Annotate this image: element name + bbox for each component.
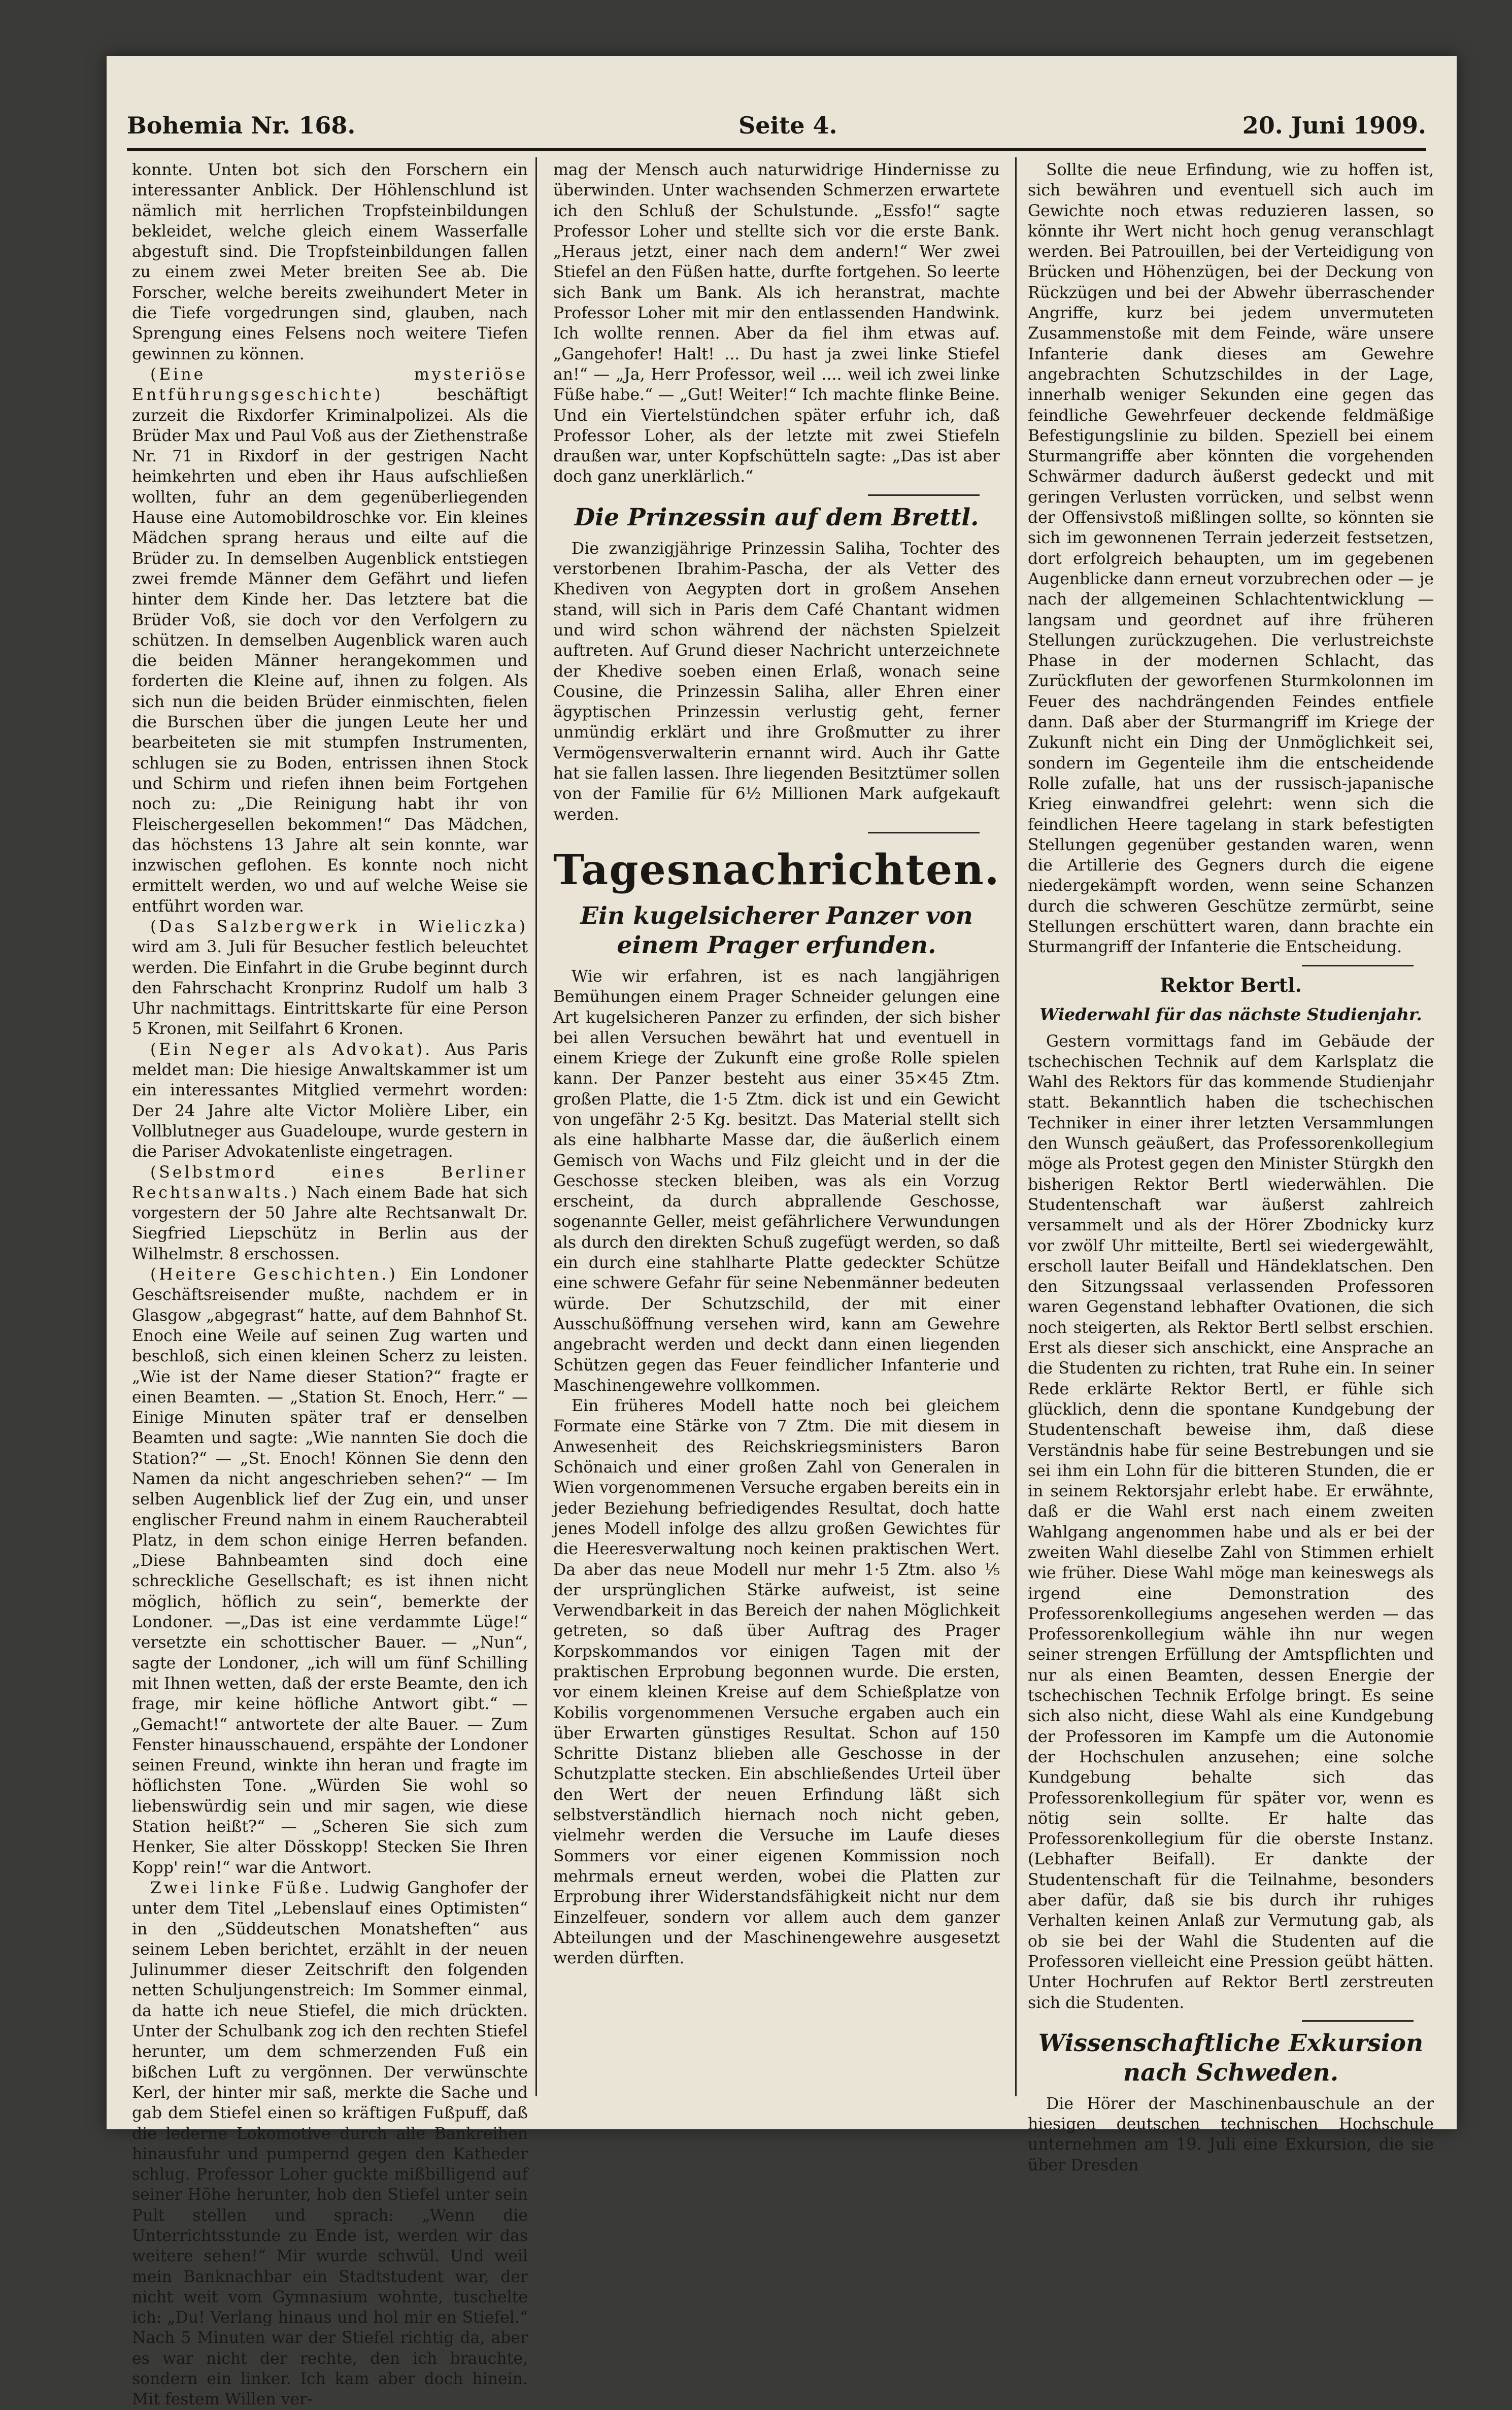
column-divider-1 <box>535 157 537 2096</box>
page-header <box>127 112 1426 152</box>
article-text: wird am 3. Juli für Besucher festlich beleuchtet werden. Die Einfahrt in die Grube beginnt durch den Fahrschacht Kronprinz Rudolf um halb 3 Uhr nachmittags. Eintrittskarte für eine Person 5 Kronen, mit Seilfahrt 6 Kronen. <box>132 938 528 1039</box>
subheadline-wiederwahl: Wiederwahl für das nächste Studienjahr. <box>1039 1004 1422 1024</box>
header-issue: Bohemia Nr. 168. <box>127 112 356 139</box>
article-lead: (Eine mysteriöse Entführungsgeschichte) <box>132 365 528 405</box>
article-separator <box>1302 965 1414 966</box>
article-paragraph <box>132 1878 528 2410</box>
article-paragraph <box>132 364 528 917</box>
article-separator <box>868 832 980 833</box>
article-paragraph <box>132 1162 528 1264</box>
article-text: Die zwanzigjährige Prinzessin Saliha, Tochter des verstorbenen Ibrahim-Pascha, der als Vetter des Khediven von Aegypten dort in großem Ansehen stand, will sich in Paris dem Café Chantant widmen und wird schon während der nächsten Spielzeit auftreten. Auf Grund dieser Nachricht unterzeichnete der Khedive soeben einen Erlaß, wonach seine Cousine, die Prinzessin Saliha, aller Ehren einer ägyptischen Prinzessin verlustig geht, ferner unmündig erklärt und ihre Großmutter zu ihrer Vermögensverwalterin ernannt wird. Auch ihr Gatte hat sie fallen lassen. Ihre liegenden Besitztümer sollen von der Familie für 6½ Millionen Mark aufgekauft werden. <box>553 539 1000 824</box>
header-page-number: Seite 4. <box>738 112 837 139</box>
headline-prinzessin: Die Prinzessin auf dem Brettl. <box>574 503 979 531</box>
article-text: Wie wir erfahren, ist es nach langjährigen Bemühungen einem Prager Schneider gelungen eine Art kugelsicheren Panzer zu erfinden, der sich bisher bei allen Versuchen bewährt hat und eventuell in einem Kriege der Zukunft eine große Rolle spielen kann. Der Panzer besteht aus einer 35×45 Ztm. großen Platte, die 1·5 Ztm. dick ist und ein Gewicht von ungefähr 2·5 Kg. besitzt. Das Material stellt sich als eine halbharte Masse dar, die äußerlich einem Gemisch von Wachs und Filz gleicht und in der die Geschosse stecken bleiben, was als ein Vorzug erscheint, da durch abprallende Geschosse, sogenannte Geller, meist gefährlichere Verwundungen als durch den direkten Schuß zugefügt werden, so daß ein durch eine stahlharte Platte gedeckter Schütze eine schwere Gefahr für seine Nebenmänner bedeuten würde. Der Schutzschild, der mit einer Ausschußöffnung versehen wird, kann am Gewehre angebracht werden und deckt dann einen liegenden Schützen gegen das Feuer feindlicher Infanterie und Maschinengewehre vollkommen. <box>553 967 1000 1395</box>
article-paragraph <box>132 917 528 1040</box>
article-text: Ein früheres Modell hatte noch bei gleichem Formate eine Stärke von 7 Ztm. Die mit diesem in Anwesenheit des Reichskriegsministers Baron Schönaich und einer großen Zahl von Generalen in Wien vorgenommenen Versuche ergaben bereits ein in jeder Beziehung befriedigendes Resultat, doch hatte jenes Modell infolge des allzu großen Gewichtes für die Heeresverwaltung noch keinen praktischen Wert. Da aber das neue Modell nur mehr 1·5 Ztm. also ⅕ der ursprünglichen Stärke aufweist, ist seine Verwendbarkeit in das Bereich der nahen Möglichkeit getreten, so daß über Auftrag des Prager Korpskommandos vor einigen Tagen mit der praktischen Erprobung begonnen wurde. Die ersten, vor einem kleinen Kreise auf dem Schießplatze von Kobilis vorgenommenen Versuche ergaben auch ein über Erwarten günstiges Resultat. Schon auf 150 Schritte Distanz blieben alle Geschosse in der Schutzplatte stecken. Ein abschließendes Urteil über den Wert der neuen Erfindung läßt sich selbstverständlich hiernach noch nicht geben, vielmehr werden die Versuche im Laufe dieses Sommers vor einer eigenen Kommission noch mehrmals erneut werden, wobei die Platten zur Erprobung ihrer Widerstandsfähigkeit nicht nur dem Einzelfeuer, sondern vor allem auch dem ganzer Abteilungen und der Maschinengewehre ausgesetzt werden dürften. <box>553 1397 1000 1968</box>
article-text: Die Hörer der Maschinenbauschule an der hiesigen deutschen technischen Hochschule unternehmen am 19. Juli eine Exkursion, die sie über Dresden <box>1028 2094 1434 2174</box>
article-lead: (Das Salzbergwerk in Wieliczka) <box>150 917 528 936</box>
column-2 <box>553 160 1000 1968</box>
article-separator <box>868 494 980 496</box>
header-rule <box>127 148 1426 151</box>
newspaper-page <box>107 56 1457 2409</box>
header-date: 20. Juni 1909. <box>1242 112 1426 139</box>
article-text: konnte. Unten bot sich den Forschern ein interessanter Anblick. Der Höhlenschlund ist nämlich mit herrlichen Tropfsteinbildungen bekleidet, welche gleich einem Wasserfalle abgestuft sind. Die Tropfsteinbildungen fallen zu einem zwei Meter breiten See ab. Die Forscher, welche bereits zweihundert Meter in die Tiefe vorgedrungen sind, glauben, nach Sprengung eines Felsens noch weitere Tiefen gewinnen zu können. <box>132 161 528 363</box>
article-text: Ein Londoner Geschäftsreisender mußte, nachdem er in Glasgow „abgegrast“ hatte, auf dem Bahnhof St. Enoch eine Weile auf seinen Zug warten und beschloß, sich einen kleinen Scherz zu leisten. „Wie ist der Name dieser Station?“ fragte er einen Beamten. — „Station St. Enoch, Herr.“ — Einige Minuten später traf er denselben Beamten und sagte: „Wie nannten Sie doch die Station?“ — „St. Enoch! Können Sie denn den Namen da nicht angeschrieben sehen?“ — Im selben Augenblick lief der Zug ein, und unser englischer Freund nahm in einem Raucherabteil Platz, in dem schon einige Herren befanden. „Diese Bahnbeamten sind doch eine schreckliche Gesellschaft; es ist ihnen nicht möglich, höflich zu sein“, bemerkte der Londoner. —„Das ist eine verdammte Lüge!“ versetzte ein schottischer Bauer. — „Nun“, sagte der Londoner, „ich will um fünf Schilling mit Ihnen wetten, daß der erste Beamte, den ich frage, mir keine höfliche Antwort gibt.“ — „Gemacht!“ antwortete der alte Bauer. — Zum Fenster hinausschauend, erspähte der Londoner seinen Freund, winkte ihn heran und fragte im höflichsten Tone. „Würden Sie wohl so liebenswürdig sein und mir sagen, wie diese Station heißt?“ — „Scheren Sie sich zum Henker, Sie alter Dösskopp! Stecken Sie Ihren Kopp' rein!“ war die Antwort. <box>132 1265 528 1877</box>
article-lead: (Ein Neger als Advokat). <box>150 1040 433 1059</box>
article-separator <box>1302 2020 1414 2022</box>
article-text: Gestern vormittags fand im Gebäude der tschechischen Technik auf dem Karlsplatz die Wahl des Rektors für das kommende Studienjahr statt. Bekanntlich haben die tschechischen Techniker in einer ihrer letzten Versammlungen den Wunsch geäußert, das Professorenkollegium möge als Protest gegen den Minister Stürgkh den bisherigen Rektor Bertl wiederwählen. Die Studentenschaft war äußerst zahlreich versammelt und als der Hörer Zbodnicky kurz vor zwölf Uhr mitteilte, Bertl sei wiedergewählt, erscholl lauter Beifall und Händeklatschen. Den den Sitzungssaal verlassenden Professoren waren Gegenstand lebhafter Ovationen, die sich noch steigerten, als Rektor Bertl selbst erschien. Erst als dieser sich anschickt, eine Ansprache an die Studenten zu richten, trat Ruhe ein. In seiner Rede erklärte Rektor Bertl, er fühle sich glücklich, denn die spontane Kundgebung der Studentenschaft beweise ihm, daß diese Verständnis habe für seine Bestrebungen und sie sei ihm ein Lohn für die bitteren Stunden, die er in seinem Rektorsjahr erlebt habe. Er erwähnte, daß er die Wahl erst nach einem zweiten Wahlgang angenommen habe und als er bei der zweiten Wahl dieselbe Zahl von Stimmen erhielt wie früher. Diese Wahl möge man keineswegs als irgend eine Demonstration des Professorenkollegiums angesehen werden — das Professorenkollegium wähle ihn nur wegen seiner strengen Erfüllung der Amtspflichten und nur als einen Beamten, dessen Energie der tschechischen Technik Erfolge bringt. Es seine sich also nicht, diese Wahl als eine Kundgebung der Professoren im Kampfe um die Autonomie der Hochschulen anzusehen; eine solche Kundgebung behalte sich das Professorenkollegium für später vor, wenn es nötig sein sollte. Er halte das Professorenkollegium für die oberste Instanz. (Lebhafter Beifall). Er dankte der Studentenschaft für die Teilnahme, besonders aber dafür, daß sie bis durch ihr ruhiges Verhalten keinen Anlaß zur Vermutung gab, als ob sie bei der Wahl die Studenten auf die Professoren vielleicht eine Pression geübt hätten. Unter Hochrufen auf Rektor Bertl zerstreuten sich die Studenten. <box>1028 1032 1434 2012</box>
article-text: mag der Mensch auch naturwidrige Hindernisse zu überwinden. Unter wachsenden Schmerzen erwartete ich den Schluß der Schulstunde. „Essfo!“ sagte Professor Loher und stellte sich vor die erste Bank. „Heraus jetzt, einer nach dem andern!“ Wer zwei Stiefel an den Füßen hatte, durfte fortgehen. So leerte sich Bank um Bank. Als ich heranstrat, machte Professor Loher mit mir den entlassenden Handwink. Ich wollte rennen. Aber da fiel ihm etwas auf. „Gangehofer! Halt! ... Du hast ja zwei linke Stiefel an!“ — „Ja, Herr Professor, weil .... weil ich zwei linke Füße habe.“ — „Gut! Weiter!“ Ich machte flinke Beine. Und ein Viertelstündchen später erfuhr ich, daß Professor Loher, als der letzte mit zwei Stiefeln draußen war, unter Kopfschütteln sagte: „Das ist aber doch ganz unerklärlich.“ <box>553 161 1000 486</box>
column-1 <box>132 160 528 2410</box>
article-lead: (Selbstmord eines Berliner Rechtsanwalts.) <box>132 1163 528 1202</box>
article-lead: (Heitere Geschichten.) <box>150 1265 398 1284</box>
headline-exkursion: Wissenschaftliche Exkursion nach Schweden. <box>1038 2029 1424 2087</box>
column-3 <box>1028 160 1434 2175</box>
headline-rektor-bertl: Rektor Bertl. <box>1160 973 1302 996</box>
article-text: Ludwig Ganghofer der unter dem Titel „Lebenslauf eines Optimisten“ in den „Süddeutschen Monatsheften“ aus seinem Leben berichtet, erzählt in der neuen Julinummer dieser Zeitschrift den folgenden netten Schuljungenstreich: Im Sommer einmal, da hatte ich neue Stiefel, die mich drückten. Unter der Schulbank zog ich den rechten Stiefel herunter, um dem schmerzenden Fuß ein bißchen Luft zu vergönnen. Der verwünschte Kerl, der hinter mir saß, merkte die Sache und gab dem Stiefel einen so kräftigen Fußpuff, daß die lederne Lokomotive durch alle Bankreihen hinausfuhr und pumpernd gegen den Katheder schlug. Professor Loher guckte mißbilligend auf seiner Höhe herunter, hob den Stiefel unter sein Pult stellen und sprach: „Wenn die Unterrichtsstunde zu Ende ist, werden wir das weitere sehen!“ Mir wurde schwül. Und weil mein Banknachbar ein Stadtstudent war, der nicht weit vom Gymnasium wohnte, tuschelte ich: „Du! Verlang hinaus und hol mir en Stiefel.“ Nach 5 Minuten war der Stiefel richtig da, aber es war nicht der rechte, den ich brauchte, sondern ein linker. Ich kam aber doch hinein. Mit festem Willen ver- <box>132 1879 528 2409</box>
column-divider-2 <box>1015 157 1017 2096</box>
article-text: Nach einem Bade hat sich vorgestern der 50 Jahre alte Rechtsanwalt Dr. Siegfried Liepschütz in Berlin aus der Wilhelmstr. 8 erschossen. <box>132 1183 528 1263</box>
article-paragraph <box>132 1040 528 1162</box>
article-text: Aus Paris meldet man: Die hiesige Anwaltskammer ist um ein interessantes Mitglied vermehrt worden: Der 24 Jahre alte Victor Molière Liber, ein Vollblutneger aus Guadeloupe, wurde gestern in die Pariser Advokatenliste eingetragen. <box>132 1040 528 1161</box>
section-title-tagesnachrichten: Tagesnachrichten. <box>553 845 1000 894</box>
article-paragraph <box>132 1264 528 1878</box>
article-text: beschäftigt zurzeit die Rixdorfer Kriminalpolizei. Als die Brüder Max und Paul Voß aus der Ziethenstraße Nr. 71 in Rixdorf in der gestrigen Nacht heimkehrten und eben ihr Haus aufschließen wollten, fuhr an dem gegenüberliegenden Hause eine Automobildroschke vor. Ein kleines Mädchen sprang heraus und eilte auf die Brüder zu. In demselben Augenblick entstiegen zwei fremde Männer dem Gefährt und liefen hinter dem Kinde her. Das letztere bat die Brüder Voß, sie doch vor den Verfolgern zu schützen. In demselben Augenblick waren auch die beiden Männer herangekommen und forderten die Kleine auf, ihnen zu folgen. Als sich nun die beiden Brüder einmischten, fielen die Burschen über die jungen Leute her und bearbeiteten sie mit stumpfen Instrumenten, schlugen sie zu Boden, entrissen ihnen Stock und Schirm und riefen ihnen beim Fortgehen noch zu: „Die Reinigung habt ihr von Fleischergesellen bekommen!“ Das Mädchen, das höchstens 13 Jahre alt sein konnte, war inzwischen geflohen. Es konnte noch nicht ermittelt werden, wo und auf welche Weise sie entführt worden war. <box>132 386 528 916</box>
article-lead: Zwei linke Füße. <box>150 1879 332 1897</box>
article-text: Sollte die neue Erfindung, wie zu hoffen ist, sich bewähren und eventuell sich auch im Gewichte noch etwas reduzieren lassen, so könnte ihr Wert nicht hoch genug veranschlagt werden. Bei Patrouillen, bei der Verteidigung von Brücken und Höhenzügen, bei der Deckung von Rückzügen und bei der Abwehr überraschender Angriffe, kurz bei jedem unvermuteten Zusammenstoße mit dem Feinde, wäre unsere Infanterie dank dieses am Gewehre angebrachten Schutzschildes in der Lage, innerhalb weniger Sekunden eine gegen das feindliche Gewehrfeuer deckende feldmäßige Befestigungslinie zu bilden. Speziell bei einem Sturmangriffe aber könnten die vorgehenden Schwärmer dadurch äußerst gedeckt und mit geringen Verlusten vorrücken, und selbst wenn der Offensivstoß mißlingen sollte, so könnten sie sich im gewonnenen Terrain jederzeit festsetzen, dort erfolgreich behaupten, um im gegebenen Augenblicke dann erneut vorzubrechen oder — je nach der allgemeinen Schlachtentwicklung — langsam und geordnet auf ihre früheren Stellungen zurückzugehen. Die verlustreichste Phase in der modernen Schlacht, das Zurückfluten der geworfenen Sturmkolonnen im Feuer des nachdrängenden Feindes entfiele dann. Daß aber der Sturmangriff im Kriege der Zukunft nicht ein Ding der Unmöglichkeit sei, sondern im Gegenteile ihm die entscheidende Rolle zufalle, hat uns der russisch-japanische Krieg einwandfrei gelehrt: wenn sich die feindlichen Heere tagelang in stark befestigten Stellungen gegenüber gestanden waren, wenn die Artillerie des Gegners durch die eigene niedergekämpft worden, wenn seine Schanzen durch die schweren Geschütze zermürbt, seine Stellungen erschüttert waren, dann brachte ein Sturmangriff der Infanterie die Entscheidung. <box>1028 161 1434 957</box>
headline-panzer: Ein kugelsicherer Panzer von einem Prager erfunden. <box>580 901 973 959</box>
